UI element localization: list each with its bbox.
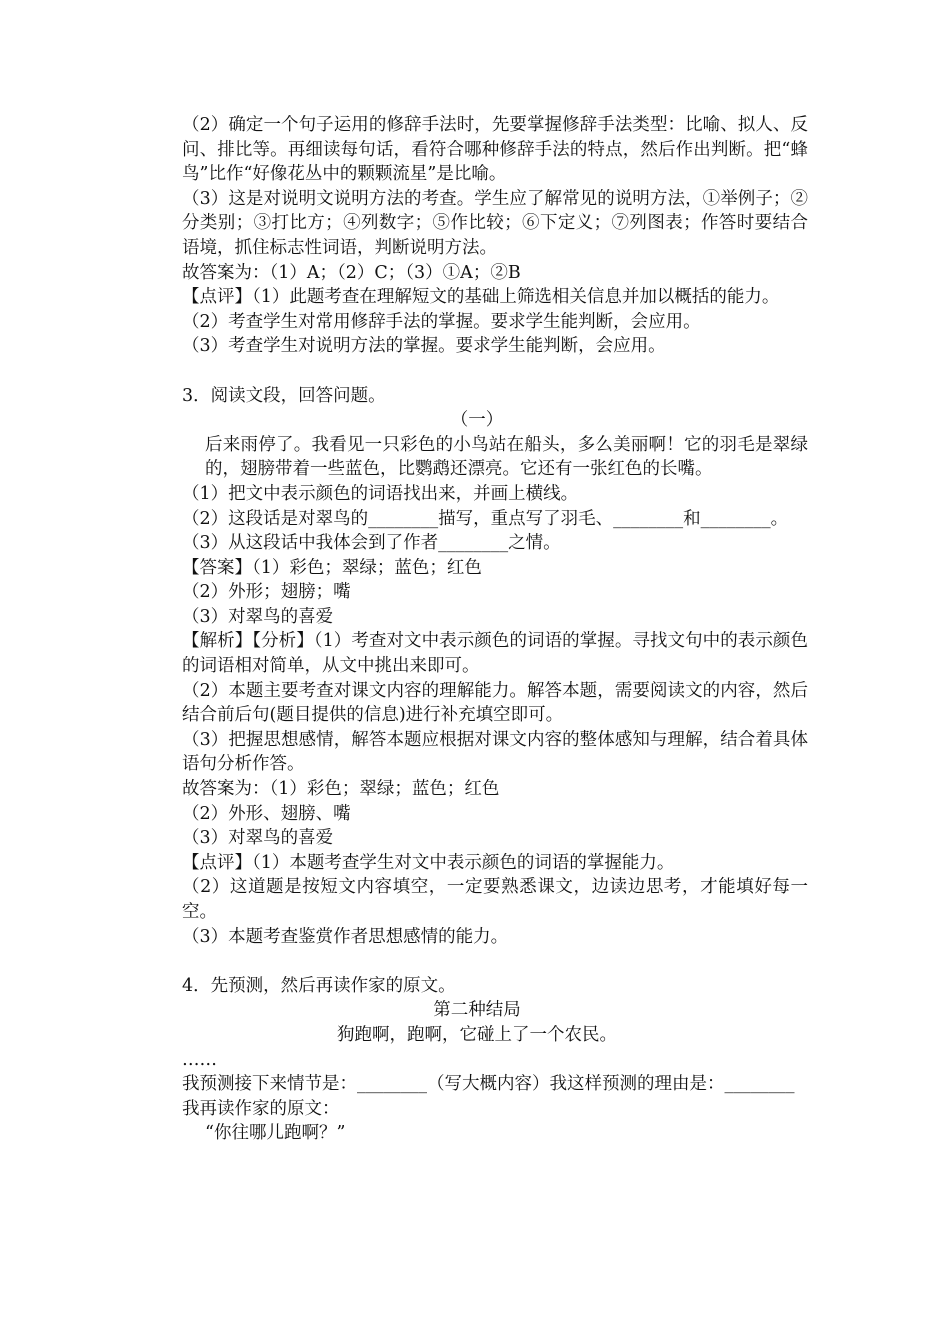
paragraph: 【解析】【分析】（1）考查对文中表示颜色的词语的掌握。寻找文句中的表示颜色的词语相对简单，从文中挑出来即可。 xyxy=(182,631,808,677)
paragraph: （3）这是对说明文说明方法的考查。学生应了解常见的说明方法，①举例子；②分类别；③打比方；④列数字；⑤作比较；⑥下定义；⑦列图表；作答时要结合语境，抓住标志性词语，判断说明方法。 xyxy=(182,188,808,258)
paragraph: 我预测接下来情节是：________（写大概内容）我这样预测的理由是：________ xyxy=(182,1074,795,1095)
paragraph: （3）本题考查鉴赏作者思想感情的能力。 xyxy=(182,926,509,947)
blank-line xyxy=(146,359,808,384)
paragraph: （2）外形、翅膀、嘴 xyxy=(182,803,351,824)
paragraph: （3）对翠鸟的喜爱 xyxy=(182,606,334,627)
paragraph: （3）考查学生对说明方法的掌握。要求学生能判断，会应用。 xyxy=(182,336,666,357)
paragraph: 第二种结局 xyxy=(433,1000,521,1021)
paragraph: （2）这段话是对翠鸟的________描写，重点写了羽毛、________和________。 xyxy=(182,508,789,529)
paragraph: 故答案为：（1）彩色；翠绿；蓝色；红色 xyxy=(182,779,500,800)
paragraph: （2）确定一个句子运用的修辞手法时，先要掌握修辞手法类型：比喻、拟人、反问、排比等。再细读每句话，看符合哪种修辞手法的特点，然后作出判断。把“蜂鸟”比作“好像花丛中的颗颗流星”是比喻。 xyxy=(182,115,808,185)
paragraph: 狗跑啊，跑啊，它碰上了一个农民。 xyxy=(337,1024,617,1045)
paragraph: 我再读作家的原文： xyxy=(182,1098,340,1119)
paragraph: （1）把文中表示颜色的词语找出来，并画上横线。 xyxy=(182,483,579,504)
document-body xyxy=(146,113,808,1146)
paragraph: （3）把握思想感情，解答本题应根据对课文内容的整体感知与理解，结合着具体语句分析作答。 xyxy=(182,729,808,775)
paragraph: …… xyxy=(182,1049,217,1070)
blank-line xyxy=(146,949,808,974)
paragraph: （2）这道题是按短文内容填空，一定要熟悉课文，边读边思考，才能填好每一空。 xyxy=(182,877,808,922)
paragraph: 3．阅读文段，回答问题。 xyxy=(182,385,386,406)
paragraph: 【点评】（1）此题考查在理解短文的基础上筛选相关信息并加以概括的能力。 xyxy=(182,287,780,308)
paragraph: （2）外形；翅膀；嘴 xyxy=(182,582,351,603)
paragraph: （2）本题主要考查对课文内容的理解能力。解答本题，需要阅读文的内容，然后结合前后句(题目提供的信息)进行补充填空即可。 xyxy=(182,680,808,726)
paragraph: （3）对翠鸟的喜爱 xyxy=(182,828,334,849)
paragraph: 后来雨停了。我看见一只彩色的小鸟站在船头，多么美丽啊！它的羽毛是翠绿的，翅膀带着一些蓝色，比鹦鹉还漂亮。它还有一张红色的长嘴。 xyxy=(205,434,808,480)
paragraph: “你往哪儿跑啊？” xyxy=(205,1123,346,1144)
paragraph: 【答案】（1）彩色；翠绿；蓝色；红色 xyxy=(182,557,482,578)
paragraph: 故答案为：（1）A；（2）C；（3）①A；②B xyxy=(182,262,521,283)
paragraph: 【点评】（1）本题考查学生对文中表示颜色的词语的掌握能力。 xyxy=(182,852,675,873)
paragraph: 4．先预测，然后再读作家的原文。 xyxy=(182,975,456,996)
paragraph: （3）从这段话中我体会到了作者________之情。 xyxy=(182,533,561,554)
paragraph: （一） xyxy=(450,410,504,431)
paragraph: （2）考查学生对常用修辞手法的掌握。要求学生能判断，会应用。 xyxy=(182,311,701,332)
